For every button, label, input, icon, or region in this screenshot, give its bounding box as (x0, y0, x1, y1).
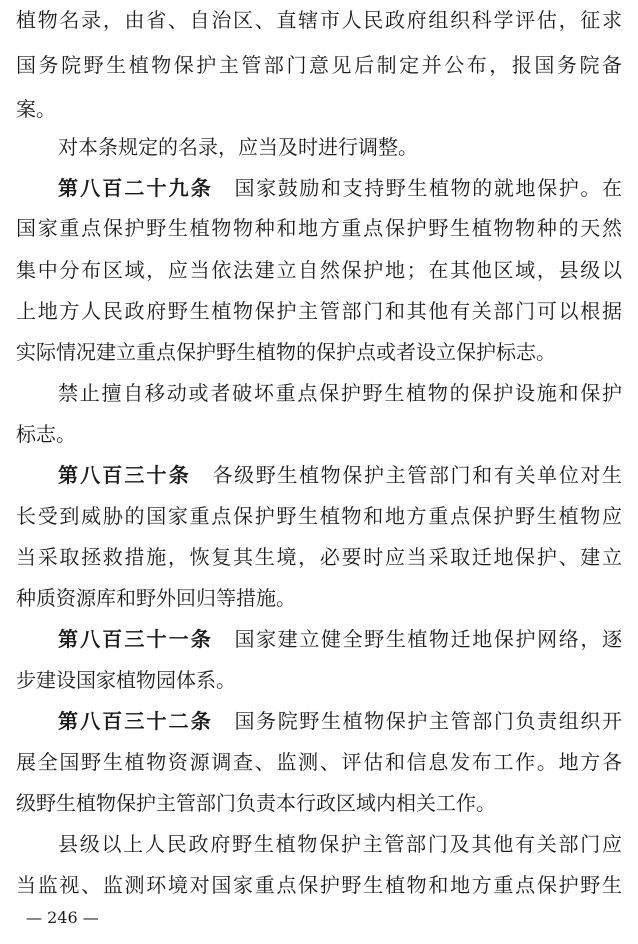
text-line: 案。 (16, 97, 56, 121)
article-number: 第八百三十一条 (58, 627, 213, 651)
text-line: 国家重点保护野生植物物种和地方重点保护野生植物物种的天然 (16, 216, 622, 240)
text-line: 国务院野生植物保护主管部门意见后制定并公布，报国务院备 (16, 53, 622, 77)
text-line: 级野生植物保护主管部门负责本行政区域内相关工作。 (16, 791, 496, 815)
article-first-line: 第八百三十二条 国务院野生植物保护主管部门负责组织开 (58, 709, 622, 733)
text-line: 对本条规定的名录，应当及时进行调整。 (58, 135, 418, 159)
article-first-line: 第八百二十九条 国家鼓励和支持野生植物的就地保护。在 (58, 176, 622, 200)
article-first-line: 第八百三十一条 国家建立健全野生植物迁地保护网络，逐 (58, 627, 622, 651)
article-number: 第八百三十二条 (58, 709, 213, 733)
text-line: 种质资源库和野外回归等措施。 (16, 586, 296, 610)
text-line: 集中分布区域，应当依法建立自然保护地；在其他区域，县级以 (16, 258, 622, 282)
text-line: 上地方人民政府野生植物保护主管部门和其他有关部门可以根据 (16, 299, 622, 323)
text-line: 禁止擅自移动或者破坏重点保护野生植物的保护设施和保护 (58, 381, 622, 405)
page-number: — 246 — (26, 908, 99, 927)
text-line: 植物名录，由省、自治区、直辖市人民政府组织科学评估，征求 (16, 8, 622, 32)
article-number: 第八百三十条 (58, 463, 191, 487)
text-line: 步建设国家植物园体系。 (16, 668, 236, 692)
text-line: 实际情况建立重点保护野生植物的保护点或者设立保护标志。 (16, 340, 556, 364)
text-line: 当采取拯救措施，恢复其生境，必要时应当采取迁地保护、建立 (16, 545, 622, 569)
article-first-line: 第八百三十条 各级野生植物保护主管部门和有关单位对生 (58, 463, 622, 487)
article-number: 第八百二十九条 (58, 176, 213, 200)
text-line: 标志。 (16, 422, 76, 446)
text-line: 展全国野生植物资源调查、监测、评估和信息发布工作。地方各 (16, 750, 622, 774)
text-line: 县级以上人民政府野生植物保护主管部门及其他有关部门应 (58, 832, 622, 856)
text-line: 当监视、监测环境对国家重点保护野生植物和地方重点保护野生 (16, 873, 622, 897)
text-line: 长受到威胁的国家重点保护野生植物和地方重点保护野生植物应 (16, 504, 622, 528)
